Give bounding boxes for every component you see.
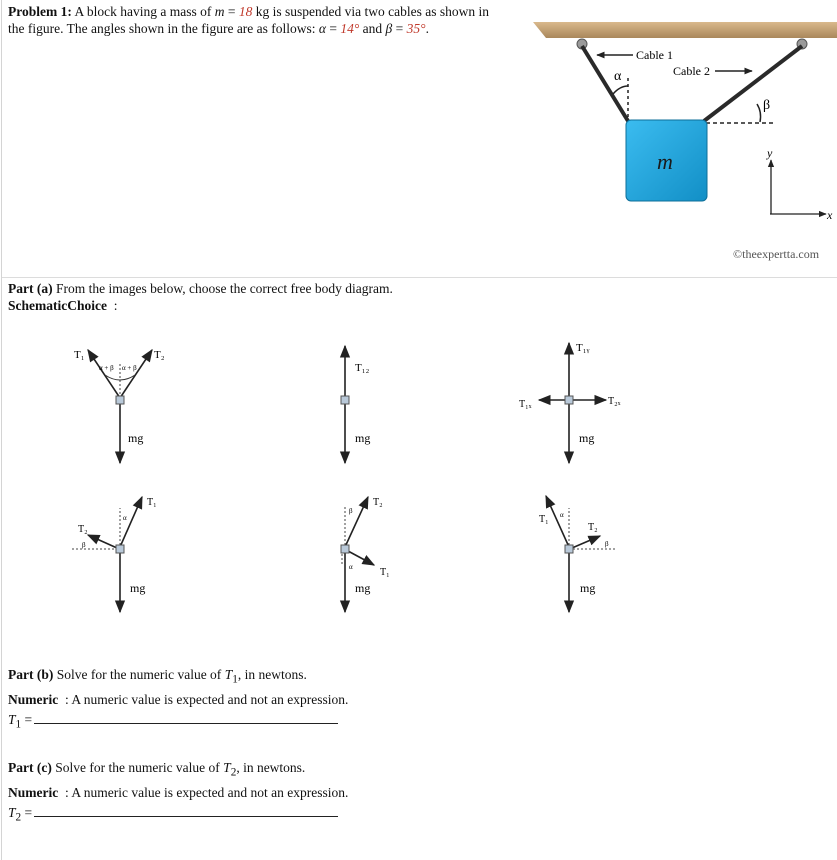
beta-value: 35° — [406, 21, 426, 36]
problem-label: Problem 1: — [8, 4, 72, 19]
part-b-prompt-b: , in newtons. — [237, 667, 307, 682]
part-b-type: Numeric — [8, 691, 59, 707]
fbd4-t1: T₁ — [147, 497, 157, 508]
fbd1-t1: T₁ — [74, 349, 85, 361]
fbd6-mg: mg — [580, 581, 596, 595]
part-a-type: SchematicChoice — [8, 298, 107, 313]
fbd6-t2-arrow — [572, 536, 600, 548]
fbd4-body — [116, 545, 124, 553]
fbd3-t2x: T₂ₓ — [608, 396, 621, 407]
fbd5-t1: T₁ — [380, 567, 390, 578]
part-b-prompt-a: Solve for the numeric value of — [56, 667, 222, 682]
t1-answer-row — [8, 710, 348, 735]
t2-answer-field[interactable] — [34, 804, 338, 817]
problem-statement: Problem 1: A block having a mass of m = 18 kg is suspended via two cables as shown in the figure. The angles shown in the figure are as follows: α = 14° and β = 35°. — [8, 4, 489, 36]
part-a-prompt: From the images below, choose the correct free body diagram. — [55, 281, 393, 296]
problem-text-b: kg is suspended via two cables as shown in the figure. The angles shown in the figure are as follows: — [8, 4, 489, 36]
t2-answer-sub: 2 — [15, 811, 22, 824]
fbd5-mg: mg — [355, 581, 371, 595]
part-b-type-desc: : A numeric value is expected and not an expression. — [64, 691, 349, 707]
beta-arc — [757, 104, 761, 122]
fbd1-mg: mg — [128, 431, 144, 445]
fbd-option-2[interactable] — [341, 346, 370, 463]
fbd6-beta: β — [605, 540, 609, 548]
part-c-prompt-a: Solve for the numeric value of — [55, 760, 220, 775]
cable-2-label: Cable 2 — [673, 64, 710, 78]
t2-answer-var: T — [8, 804, 16, 820]
fbd-option-5[interactable] — [341, 497, 390, 612]
fbd2-mg: mg — [355, 431, 371, 445]
part-c-prompt-b: , in newtons. — [236, 760, 306, 775]
fbd5-body — [341, 545, 349, 553]
fbd1-angle-right: α + β — [122, 364, 137, 372]
part-c-var: T — [223, 760, 231, 775]
fbd4-mg: mg — [130, 581, 146, 595]
mass-label: m — [657, 149, 673, 174]
part-c-sub: 2 — [230, 766, 237, 779]
t1-answer-var: T — [8, 711, 16, 727]
fbd1-t2-arrow — [120, 350, 152, 398]
part-a-label: Part (a) — [8, 281, 53, 296]
fbd4-t1-arrow — [120, 497, 142, 547]
fbd1-body — [116, 396, 124, 404]
fbd3-body — [565, 396, 573, 404]
fbd5-t2-arrow — [345, 497, 368, 547]
fbd6-alpha: α — [560, 511, 564, 519]
fbd3-mg: mg — [579, 431, 595, 445]
fbd4-t2: T₂ — [78, 524, 88, 535]
axis-x-label: x — [827, 208, 833, 222]
problem-figure — [533, 22, 837, 261]
fbd6-t1: T₁ — [539, 514, 549, 525]
alpha-symbol: α — [318, 21, 327, 36]
fbd4-alpha: α — [123, 514, 127, 522]
fbd2-t12: T₁₂ — [355, 362, 370, 374]
fbd3-t1y: T₁ᵧ — [576, 342, 590, 354]
fbd-option-3[interactable] — [519, 342, 621, 463]
fbd5-alpha: α — [349, 563, 353, 571]
watermark: ©theexpertta.com — [733, 247, 820, 261]
t2-answer-row — [8, 803, 348, 828]
part-c — [8, 758, 348, 827]
part-b-label: Part (b) — [8, 667, 54, 682]
and-text: and — [362, 21, 383, 36]
fbd6-t1-arrow — [546, 496, 569, 547]
fbd-option-4[interactable] — [72, 497, 157, 612]
part-c-label: Part (c) — [8, 760, 52, 775]
fbd6-t2: T₂ — [588, 522, 598, 533]
t1-answer-eq: = — [21, 711, 33, 727]
problem-text-a: A block having a mass of — [74, 4, 212, 19]
fbd6-body — [565, 545, 573, 553]
mass-value: 18 — [238, 4, 253, 19]
part-b — [8, 665, 348, 734]
fbd-option-6[interactable] — [539, 496, 615, 612]
beta-label: β — [763, 98, 771, 113]
alpha-value: 14° — [340, 21, 360, 36]
period: . — [425, 21, 429, 36]
part-c-type: Numeric — [8, 784, 59, 800]
beta-symbol: β — [385, 21, 393, 36]
part-a-type-sep: : — [113, 298, 118, 313]
alpha-arc — [613, 86, 628, 94]
fbd4-t2-arrow — [88, 535, 117, 548]
fbd1-t1-arrow — [88, 350, 120, 398]
cable-2 — [704, 46, 802, 121]
fbd2-body — [341, 396, 349, 404]
fbd5-t2: T₂ — [373, 497, 383, 508]
fbd3-t1x: T₁ₓ — [519, 399, 532, 410]
fbd5-beta: β — [349, 507, 353, 515]
cable-1-label: Cable 1 — [636, 48, 673, 62]
ceiling — [533, 22, 837, 38]
t1-answer-field[interactable] — [34, 711, 338, 724]
equals-sign: = — [224, 4, 239, 19]
part-c-type-desc: : A numeric value is expected and not an expression. — [64, 784, 349, 800]
fbd4-beta: β — [82, 541, 86, 549]
part-b-var: T — [224, 667, 233, 682]
t2-answer-eq: = — [21, 804, 33, 820]
axis-y-label: y — [767, 146, 773, 160]
t1-answer-sub: 1 — [15, 718, 22, 731]
alpha-label: α — [614, 69, 622, 84]
fbd1-angle-left: α + β — [99, 364, 114, 372]
fbd-option-1[interactable] — [74, 349, 165, 463]
fbd1-t2: T₂ — [154, 349, 165, 361]
mass-symbol: m — [214, 4, 225, 19]
part-b-sub: 1 — [232, 673, 238, 686]
